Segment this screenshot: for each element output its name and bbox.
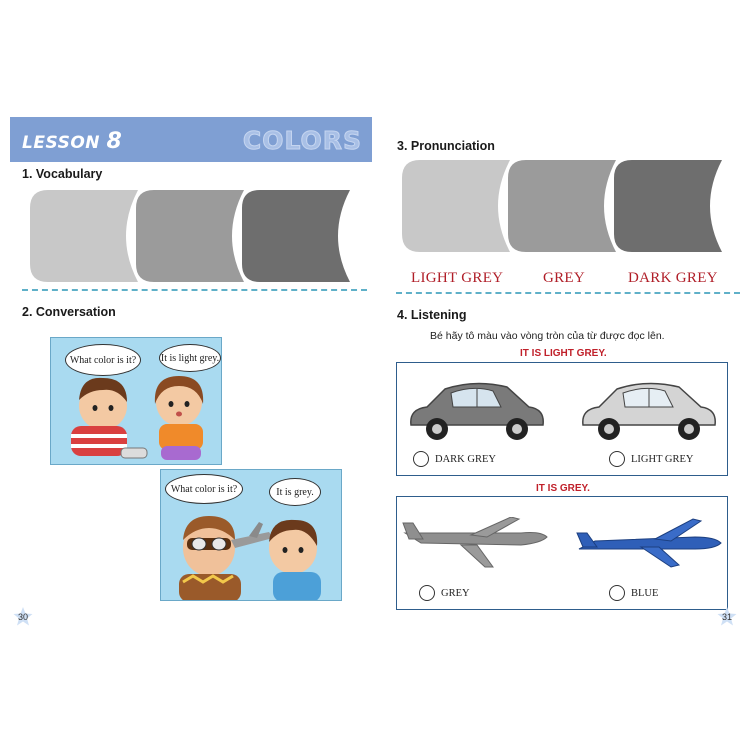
- section-conversation: 2. Conversation: [22, 305, 116, 319]
- option-light-grey[interactable]: [609, 451, 694, 467]
- comic-panel-2: [160, 469, 342, 601]
- listening-instruction: Bé hãy tô màu vào vòng tròn của từ được đọc lên.: [430, 330, 665, 342]
- radio-circle-icon[interactable]: [609, 451, 625, 467]
- swatch-light-grey: [30, 190, 138, 282]
- car-light-grey: [575, 379, 721, 443]
- radio-circle-icon[interactable]: [419, 585, 435, 601]
- car-dark-grey: [403, 379, 549, 443]
- lesson-label: [22, 129, 122, 154]
- option-label: DARK GREY: [435, 453, 496, 465]
- speech-bubble-answer-2: It is grey.: [269, 478, 321, 506]
- speech-bubble-question-1: What color is it?: [65, 344, 141, 376]
- lesson-word: LESSON: [22, 133, 101, 153]
- option-label: LIGHT GREY: [631, 453, 694, 465]
- option-grey[interactable]: [419, 585, 470, 601]
- section-pronunciation: 3. Pronunciation: [397, 139, 495, 153]
- answer-box-q1: [396, 362, 728, 476]
- radio-circle-icon[interactable]: [609, 585, 625, 601]
- lesson-topic: COLORS: [242, 126, 362, 155]
- speech-bubble-question-2: What color is it?: [165, 474, 243, 504]
- plane-blue: [575, 517, 725, 569]
- plane-grey: [401, 517, 551, 569]
- right-page: [380, 112, 740, 632]
- word-dark-grey: DARK GREY: [628, 270, 718, 286]
- swatch-grey-2: [508, 160, 616, 252]
- answer-box-q2: [396, 496, 728, 610]
- option-label: GREY: [441, 587, 470, 599]
- section-vocabulary: 1. Vocabulary: [22, 167, 103, 181]
- radio-circle-icon[interactable]: [413, 451, 429, 467]
- section-listening: 4. Listening: [397, 308, 467, 322]
- page-number-left: [12, 606, 34, 628]
- option-label: BLUE: [631, 587, 659, 599]
- divider-dashed: [22, 289, 367, 291]
- option-blue[interactable]: [609, 585, 658, 601]
- comic-panel-1: [50, 337, 222, 465]
- word-light-grey: LIGHT GREY: [411, 270, 504, 286]
- swatch-dark-grey: [242, 190, 350, 282]
- divider-dashed-right: [396, 292, 740, 294]
- speech-bubble-answer-1: It is light grey.: [159, 344, 221, 372]
- option-dark-grey[interactable]: [413, 451, 496, 467]
- left-page: [10, 112, 375, 632]
- pronunciation-swatches: [402, 160, 742, 252]
- page-number-left-label: 30: [17, 612, 28, 622]
- prompt-q2: IT IS GREY.: [536, 483, 590, 494]
- prompt-q1: IT IS LIGHT GREY.: [520, 348, 607, 359]
- page-number-right: [716, 606, 738, 628]
- lesson-banner: [10, 117, 372, 162]
- lesson-number: 8: [106, 129, 123, 154]
- page-number-right-label: 31: [721, 612, 732, 622]
- swatch-grey: [136, 190, 244, 282]
- swatch-light-grey-2: [402, 160, 510, 252]
- swatch-dark-grey-2: [614, 160, 722, 252]
- word-grey: GREY: [543, 270, 586, 286]
- vocabulary-swatches: [30, 190, 370, 282]
